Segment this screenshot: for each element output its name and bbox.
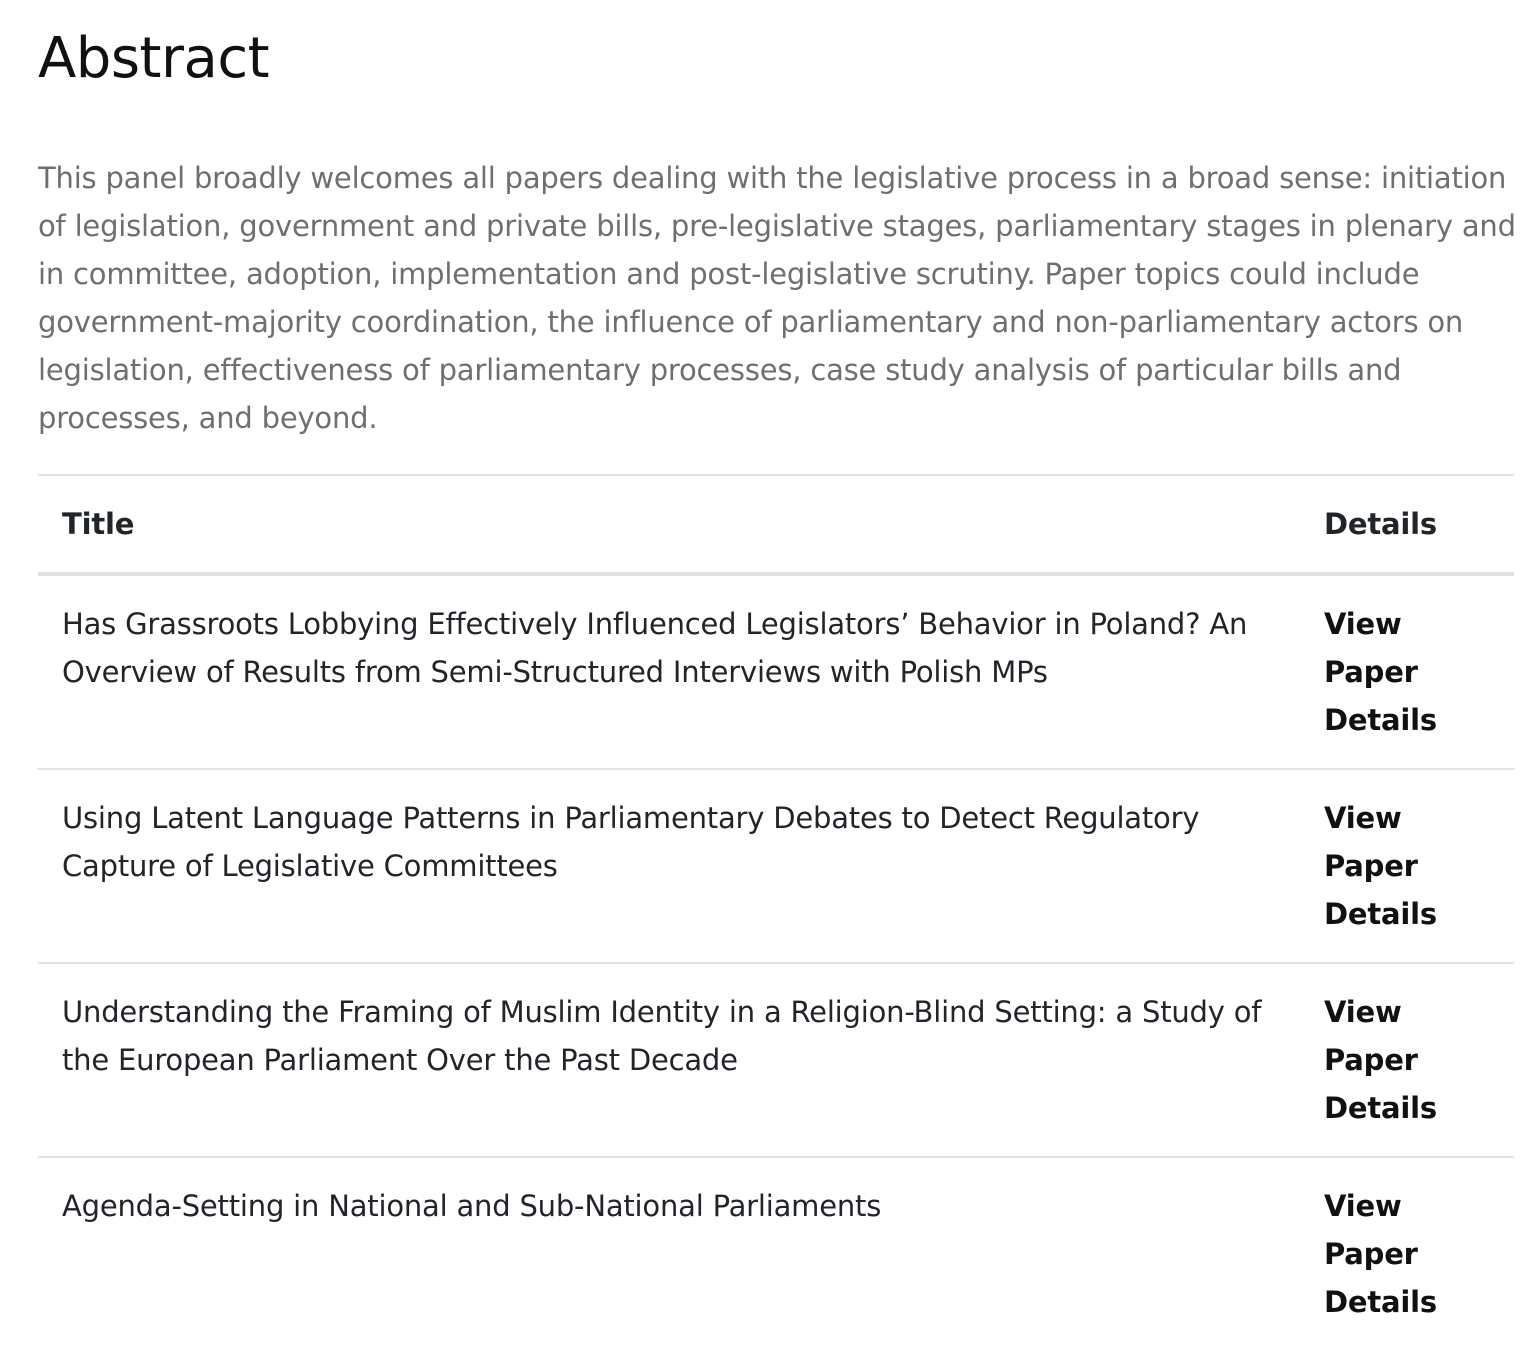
details-cell <box>1300 963 1514 1157</box>
view-paper-details-link[interactable]: View Paper Details <box>1324 607 1437 737</box>
paper-title: Using Latent Language Patterns in Parliamentary Debates to Detect Regulatory Capture of Legislative Committees <box>62 801 1200 883</box>
view-paper-details-link[interactable]: View Paper Details <box>1324 995 1437 1125</box>
details-cell <box>1300 574 1514 769</box>
table-row <box>38 1157 1514 1350</box>
table-row <box>38 574 1514 769</box>
table-row <box>38 769 1514 963</box>
details-cell <box>1300 1157 1514 1350</box>
table-row <box>38 963 1514 1157</box>
paper-title: Has Grassroots Lobbying Effectively Influenced Legislators’ Behavior in Poland? An Overview of Results from Semi-Structured Interviews with Polish MPs <box>62 607 1248 689</box>
abstract-heading: Abstract <box>38 26 270 91</box>
paper-title: Agenda-Setting in National and Sub-National Parliaments <box>62 1189 882 1223</box>
details-cell <box>1300 769 1514 963</box>
paper-title: Understanding the Framing of Muslim Identity in a Religion-Blind Setting: a Study of the European Parliament Over the Past Decade <box>62 995 1262 1077</box>
view-paper-details-link[interactable]: View Paper Details <box>1324 1189 1437 1319</box>
title-column-header: Title <box>62 507 135 541</box>
abstract-text: This panel broadly welcomes all papers dealing with the legislative process in a broad sense: initiation of legislation, government and private bills, pre-legislative stages, parliamentary stages in plenary and in committee, adoption, implementation and post-legislative scrutiny. Paper topics could include government-majority coordination, the influence of parliamentary and non-parliamentary actors on legislation, effectiveness of parliamentary processes, case study analysis of particular bills and processes, and beyond. <box>38 161 1516 435</box>
papers-table <box>38 474 1514 1350</box>
table-header-row <box>38 475 1514 574</box>
details-column-header: Details <box>1324 507 1437 541</box>
view-paper-details-link[interactable]: View Paper Details <box>1324 801 1437 931</box>
